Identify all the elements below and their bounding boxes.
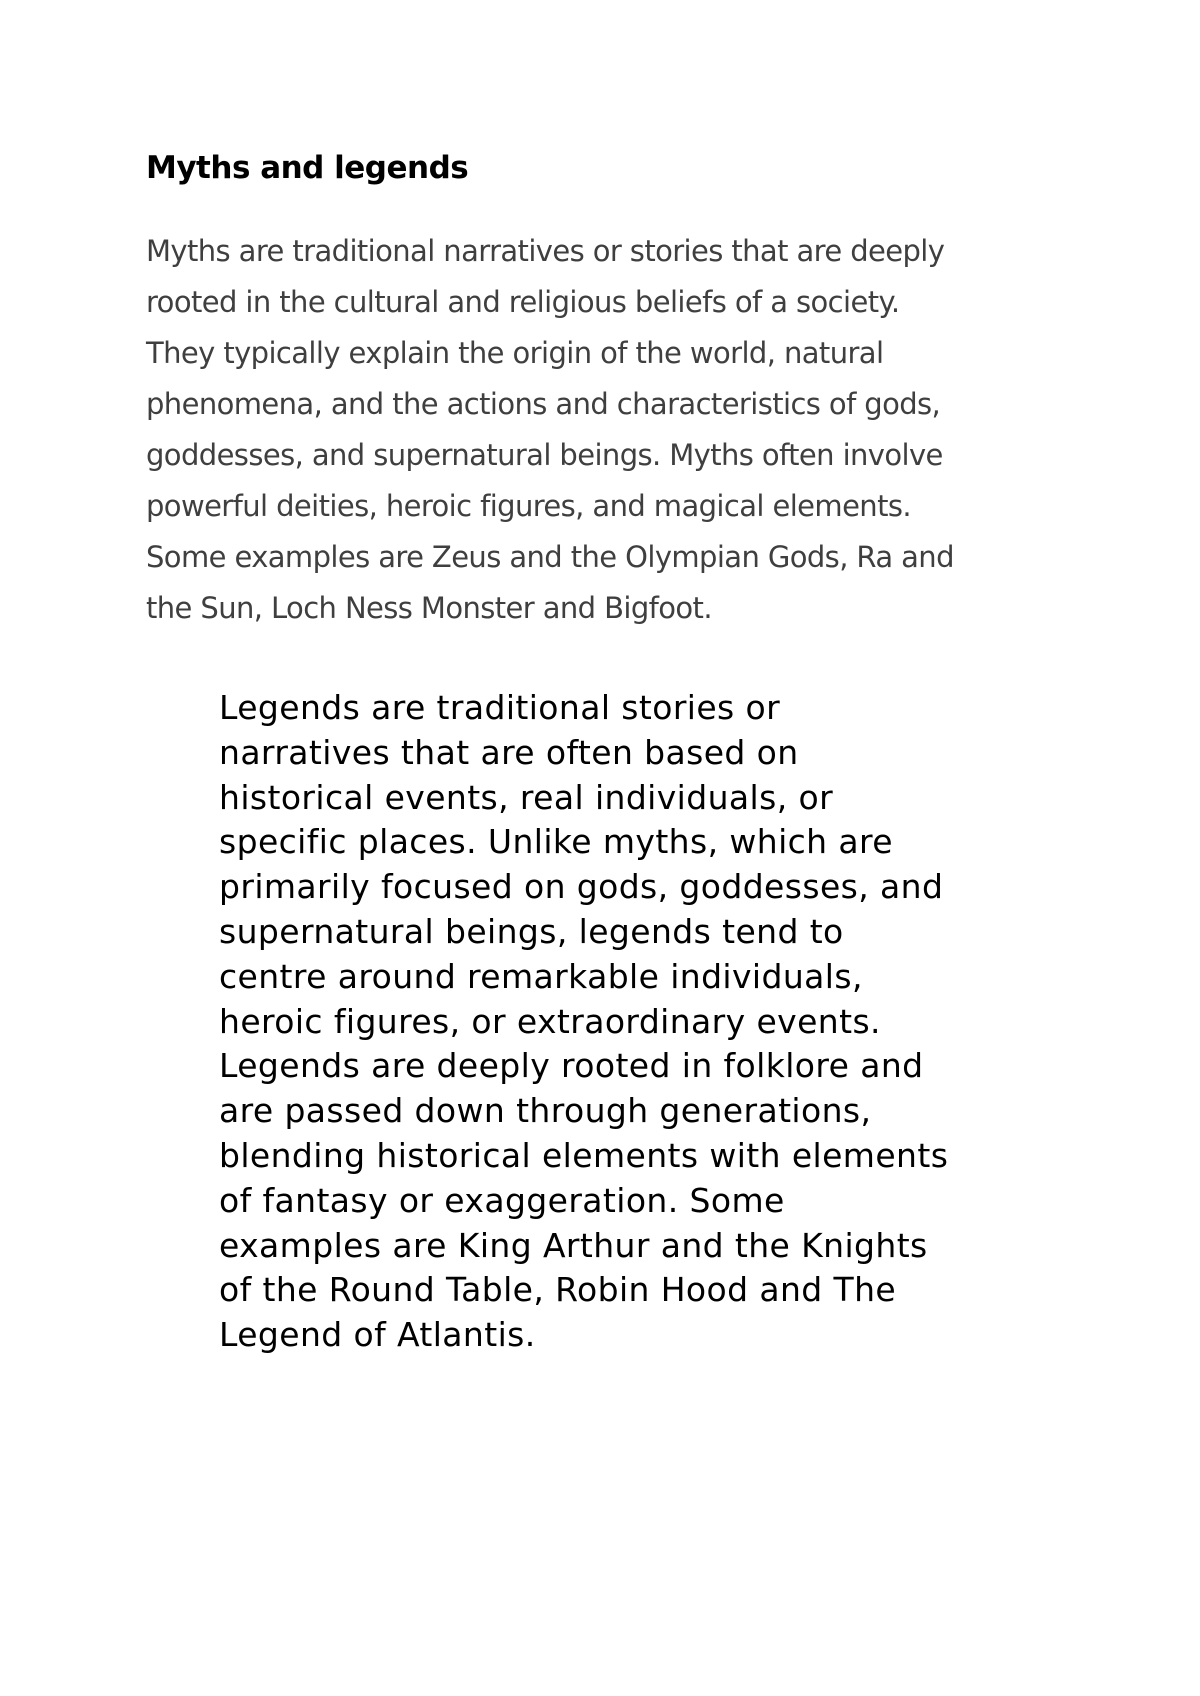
myths-paragraph (146, 226, 1066, 634)
paragraph-line: of the Round Table, Robin Hood and The (219, 1270, 897, 1310)
paragraph-line: phenomena, and the actions and characteristics of gods, (146, 387, 941, 421)
paragraph-line: narratives that are often based on (219, 732, 799, 772)
paragraph-line: goddesses, and supernatural beings. Myths often involve (146, 438, 943, 472)
paragraph-line: of fantasy or exaggeration. Some (219, 1180, 785, 1220)
paragraph-line: specific places. Unlike myths, which are (219, 822, 893, 862)
paragraph-line: blending historical elements with elements (219, 1135, 949, 1175)
paragraph-line: powerful deities, heroic figures, and magical elements. (146, 489, 911, 523)
paragraph-line: examples are King Arthur and the Knights (219, 1225, 928, 1265)
page-title: Myths and legends (146, 150, 469, 186)
paragraph-line: Legends are deeply rooted in folklore and (219, 1046, 924, 1086)
legends-paragraph (219, 686, 1099, 1358)
paragraph-line: Some examples are Zeus and the Olympian Gods, Ra and (146, 540, 954, 574)
paragraph-line: heroic figures, or extraordinary events. (219, 1001, 881, 1041)
paragraph-line: rooted in the cultural and religious beliefs of a society. (146, 285, 900, 319)
paragraph-line: the Sun, Loch Ness Monster and Bigfoot. (146, 591, 712, 625)
paragraph-line: supernatural beings, legends tend to (219, 911, 844, 951)
paragraph-line: They typically explain the origin of the world, natural (146, 336, 884, 370)
paragraph-line: Legends are traditional stories or (219, 688, 781, 727)
paragraph-line: centre around remarkable individuals, (219, 956, 863, 996)
paragraph-line: primarily focused on gods, goddesses, and (219, 867, 944, 907)
paragraph-line: Legend of Atlantis. (219, 1315, 536, 1355)
paragraph-line: historical events, real individuals, or (219, 777, 834, 817)
paragraph-line: are passed down through generations, (219, 1091, 872, 1131)
paragraph-line: Myths are traditional narratives or stories that are deeply (146, 234, 945, 268)
